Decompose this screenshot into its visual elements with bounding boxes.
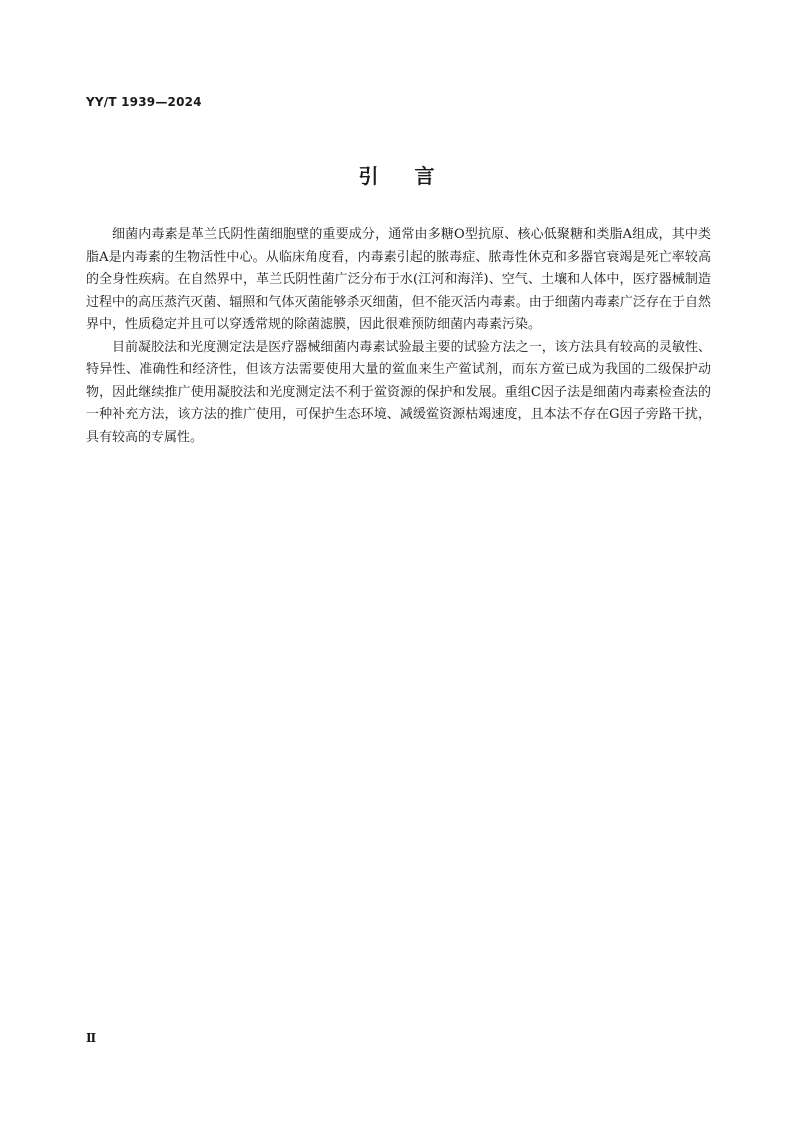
body-text: [86, 224, 711, 449]
page-number: Ⅱ: [86, 1031, 97, 1045]
standard-code: YY/T 1939—2024: [86, 95, 202, 109]
section-title: 引言: [358, 164, 471, 188]
paragraph-2: 目前凝胶法和光度测定法是医疗器械细菌内毒素试验最主要的试验方法之一，该方法具有较高的灵敏性、特异性、准确性和经济性，但该方法需要使用大量的鲎血来生产鲎试剂，而东方鲎已成为我国的二级保护动物，因此继续推广使用凝胶法和光度测定法不利于鲎资源的保护和发展。重组C因子法是细菌内毒素检查法的一种补充方法，该方法的推广使用，可保护生态环境、减缓鲎资源枯竭速度，且本法不存在G因子旁路干扰，具有较高的专属性。: [86, 339, 711, 445]
paragraph-1: 细菌内毒素是革兰氏阴性菌细胞壁的重要成分，通常由多糖O型抗原、核心低聚糖和类脂A组成，其中类脂A是内毒素的生物活性中心。从临床角度看，内毒素引起的脓毒症、脓毒性休克和多器官衰竭是死亡率较高的全身性疾病。在自然界中，革兰氏阴性菌广泛分布于水(江河和海洋)、空气、土壤和人体中，医疗器械制造过程中的高压蒸汽灭菌、辐照和气体灭菌能够杀灭细菌，但不能灭活内毒素。由于细菌内毒素广泛存在于自然界中，性质稳定并且可以穿透常规的除菌滤膜，因此很难预防细菌内毒素污染。: [86, 227, 711, 332]
